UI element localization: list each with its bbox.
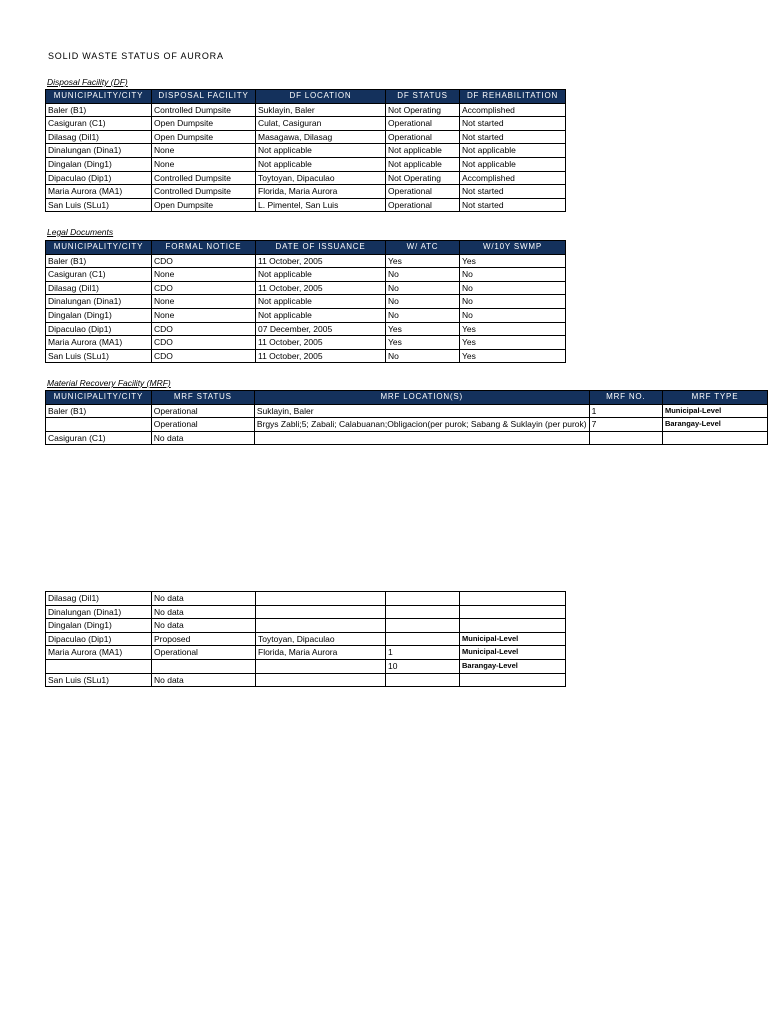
- table-cell: [460, 619, 566, 633]
- table-cell: None: [152, 268, 256, 282]
- disposal-section-title: Disposal Facility (DF): [47, 77, 128, 87]
- table-cell: Operational: [386, 117, 460, 131]
- table-cell: Not applicable: [256, 268, 386, 282]
- table-cell: Dinalungan (Dina1): [46, 144, 152, 158]
- table-cell: [386, 632, 460, 646]
- col-date-of-issuance: DATE OF ISSUANCE: [256, 241, 386, 255]
- table-cell: Not Operating: [386, 171, 460, 185]
- table-row: [46, 268, 566, 282]
- disposal-table: [45, 89, 566, 212]
- table-cell: Yes: [386, 336, 460, 350]
- table-cell: [386, 619, 460, 633]
- table-cell: Yes: [460, 254, 566, 268]
- table-cell: [256, 592, 386, 606]
- table-row: [46, 673, 566, 687]
- table-cell: [256, 619, 386, 633]
- table-row: [46, 185, 566, 199]
- table-cell: San Luis (SLu1): [46, 349, 152, 363]
- table-cell: Not started: [460, 117, 566, 131]
- table-cell: Controlled Dumpsite: [152, 171, 256, 185]
- table-cell: 11 October, 2005: [256, 336, 386, 350]
- table-cell: [46, 418, 152, 432]
- table-cell: Not applicable: [256, 295, 386, 309]
- table-cell: None: [152, 157, 256, 171]
- table-cell: [386, 592, 460, 606]
- table-row: [46, 336, 566, 350]
- col-mrf-status: MRF STATUS: [151, 391, 254, 405]
- table-cell: Not applicable: [256, 308, 386, 322]
- table-cell: Not started: [460, 198, 566, 212]
- table-cell: Controlled Dumpsite: [152, 185, 256, 199]
- table-cell: Not applicable: [460, 144, 566, 158]
- table-cell: Not applicable: [256, 157, 386, 171]
- table-cell: Casiguran (C1): [46, 268, 152, 282]
- table-cell: Culat, Casiguran: [256, 117, 386, 131]
- table-cell: Casiguran (C1): [46, 117, 152, 131]
- table-cell: No: [460, 268, 566, 282]
- table-cell: Dinalungan (Dina1): [46, 605, 152, 619]
- table-cell: Operational: [151, 418, 254, 432]
- col-municipality: MUNICIPALITY/CITY: [46, 90, 152, 104]
- table-cell: Maria Aurora (MA1): [46, 185, 152, 199]
- table-cell: L. Pimentel, San Luis: [256, 198, 386, 212]
- legal-table: [45, 240, 566, 363]
- table-cell: Masagawa, Dilasag: [256, 130, 386, 144]
- table-row: [46, 322, 566, 336]
- table-cell: Dingalan (Ding1): [46, 619, 152, 633]
- table-cell: [589, 431, 662, 445]
- mrf-table-continued: [45, 591, 566, 687]
- table-row: [46, 404, 768, 418]
- col-mrf-locations: MRF LOCATION(S): [254, 391, 589, 405]
- table-cell: Yes: [460, 336, 566, 350]
- col-disposal-facility: DISPOSAL FACILITY: [152, 90, 256, 104]
- table-cell: Barangay-Level: [460, 659, 566, 673]
- table-row: [46, 281, 566, 295]
- table-cell: Controlled Dumpsite: [152, 103, 256, 117]
- table-cell: Dipaculao (Dip1): [46, 171, 152, 185]
- table-cell: [46, 659, 152, 673]
- table-cell: 07 December, 2005: [256, 322, 386, 336]
- table-cell: Not applicable: [386, 157, 460, 171]
- table-row: [46, 117, 566, 131]
- table-cell: [152, 659, 256, 673]
- table-cell: [386, 673, 460, 687]
- table-row: [46, 646, 566, 660]
- table-cell: Florida, Maria Aurora: [256, 185, 386, 199]
- table-cell: No data: [152, 673, 256, 687]
- table-row: [46, 295, 566, 309]
- table-cell: Dilasag (Dil1): [46, 130, 152, 144]
- col-municipality: MUNICIPALITY/CITY: [46, 241, 152, 255]
- table-cell: No: [386, 295, 460, 309]
- table-cell: Yes: [460, 349, 566, 363]
- table-cell: None: [152, 295, 256, 309]
- table-cell: No: [386, 268, 460, 282]
- table-cell: 1: [589, 404, 662, 418]
- table-cell: Yes: [460, 322, 566, 336]
- table-cell: [254, 431, 589, 445]
- table-row: [46, 605, 566, 619]
- table-cell: 7: [589, 418, 662, 432]
- table-cell: Dilasag (Dil1): [46, 592, 152, 606]
- table-cell: 11 October, 2005: [256, 281, 386, 295]
- col-mrf-type: MRF TYPE: [662, 391, 767, 405]
- mrf-table: [45, 390, 768, 445]
- table-cell: Maria Aurora (MA1): [46, 646, 152, 660]
- table-row: [46, 144, 566, 158]
- table-cell: No data: [152, 592, 256, 606]
- table-cell: No data: [151, 431, 254, 445]
- table-cell: No: [386, 308, 460, 322]
- table-cell: CDO: [152, 254, 256, 268]
- table-cell: No data: [152, 605, 256, 619]
- table-cell: Barangay-Level: [662, 418, 767, 432]
- disposal-header-row: [46, 90, 566, 104]
- table-cell: [460, 673, 566, 687]
- table-cell: Accomplished: [460, 103, 566, 117]
- table-cell: 10: [386, 659, 460, 673]
- table-cell: Not started: [460, 130, 566, 144]
- table-row: [46, 659, 566, 673]
- table-cell: [256, 673, 386, 687]
- table-row: [46, 619, 566, 633]
- table-cell: No: [460, 308, 566, 322]
- table-cell: CDO: [152, 336, 256, 350]
- table-cell: Dipaculao (Dip1): [46, 632, 152, 646]
- table-cell: Operational: [386, 130, 460, 144]
- table-cell: No: [386, 281, 460, 295]
- table-cell: No: [460, 295, 566, 309]
- col-df-status: DF STATUS: [386, 90, 460, 104]
- table-row: [46, 308, 566, 322]
- table-row: [46, 431, 768, 445]
- table-cell: [460, 605, 566, 619]
- table-cell: [460, 592, 566, 606]
- table-cell: Operational: [386, 198, 460, 212]
- table-cell: Dinalungan (Dina1): [46, 295, 152, 309]
- col-municipality: MUNICIPALITY/CITY: [46, 391, 152, 405]
- table-cell: [256, 659, 386, 673]
- table-cell: Operational: [152, 646, 256, 660]
- mrf-section-title: Material Recovery Facility (MRF): [47, 378, 171, 388]
- table-row: [46, 418, 768, 432]
- table-cell: Maria Aurora (MA1): [46, 336, 152, 350]
- col-with-atc: W/ ATC: [386, 241, 460, 255]
- page-title: SOLID WASTE STATUS OF AURORA: [48, 51, 224, 61]
- table-cell: Dipaculao (Dip1): [46, 322, 152, 336]
- table-cell: None: [152, 144, 256, 158]
- legal-section-title: Legal Documents: [47, 227, 114, 237]
- table-row: [46, 171, 566, 185]
- table-cell: Accomplished: [460, 171, 566, 185]
- table-cell: Yes: [386, 254, 460, 268]
- table-cell: 1: [386, 646, 460, 660]
- table-row: [46, 103, 566, 117]
- table-cell: Suklayin, Baler: [256, 103, 386, 117]
- table-row: [46, 198, 566, 212]
- table-cell: Not applicable: [386, 144, 460, 158]
- table-cell: San Luis (SLu1): [46, 673, 152, 687]
- col-df-location: DF LOCATION: [256, 90, 386, 104]
- table-row: [46, 254, 566, 268]
- table-cell: Not applicable: [256, 144, 386, 158]
- table-cell: Proposed: [152, 632, 256, 646]
- table-cell: Open Dumpsite: [152, 198, 256, 212]
- table-cell: Baler (B1): [46, 254, 152, 268]
- table-cell: [386, 605, 460, 619]
- table-cell: No: [460, 281, 566, 295]
- table-cell: Municipal-Level: [460, 632, 566, 646]
- table-cell: Yes: [386, 322, 460, 336]
- table-cell: Not Operating: [386, 103, 460, 117]
- table-cell: Toytoyan, Dipaculao: [256, 632, 386, 646]
- table-cell: Casiguran (C1): [46, 431, 152, 445]
- table-cell: Dingalan (Ding1): [46, 157, 152, 171]
- table-cell: No data: [152, 619, 256, 633]
- table-cell: [256, 605, 386, 619]
- table-cell: None: [152, 308, 256, 322]
- col-formal-notice: FORMAL NOTICE: [152, 241, 256, 255]
- table-cell: Dingalan (Ding1): [46, 308, 152, 322]
- table-row: [46, 157, 566, 171]
- table-cell: Not applicable: [460, 157, 566, 171]
- table-row: [46, 592, 566, 606]
- table-cell: Baler (B1): [46, 103, 152, 117]
- table-row: [46, 632, 566, 646]
- table-cell: No: [386, 349, 460, 363]
- table-cell: CDO: [152, 322, 256, 336]
- table-cell: CDO: [152, 281, 256, 295]
- table-cell: Not started: [460, 185, 566, 199]
- table-cell: Brgys Zabli;5; Zabali; Calabuanan;Obligacion(per purok; Sabang & Suklayin (per purok): [254, 418, 589, 432]
- table-cell: Municipal-Level: [460, 646, 566, 660]
- mrf-header-row: [46, 391, 768, 405]
- table-cell: Florida, Maria Aurora: [256, 646, 386, 660]
- legal-header-row: [46, 241, 566, 255]
- table-cell: Open Dumpsite: [152, 130, 256, 144]
- table-cell: Toytoyan, Dipaculao: [256, 171, 386, 185]
- col-df-rehabilitation: DF REHABILITATION: [460, 90, 566, 104]
- table-cell: Open Dumpsite: [152, 117, 256, 131]
- table-cell: Suklayin, Baler: [254, 404, 589, 418]
- table-row: [46, 349, 566, 363]
- col-with-swmp: W/10Y SWMP: [460, 241, 566, 255]
- col-mrf-no: MRF NO.: [589, 391, 662, 405]
- table-cell: CDO: [152, 349, 256, 363]
- table-cell: 11 October, 2005: [256, 349, 386, 363]
- table-cell: Operational: [151, 404, 254, 418]
- table-cell: [662, 431, 767, 445]
- table-cell: Operational: [386, 185, 460, 199]
- table-cell: San Luis (SLu1): [46, 198, 152, 212]
- table-cell: Dilasag (Dil1): [46, 281, 152, 295]
- table-cell: Municipal-Level: [662, 404, 767, 418]
- table-row: [46, 130, 566, 144]
- table-cell: Baler (B1): [46, 404, 152, 418]
- table-cell: 11 October, 2005: [256, 254, 386, 268]
